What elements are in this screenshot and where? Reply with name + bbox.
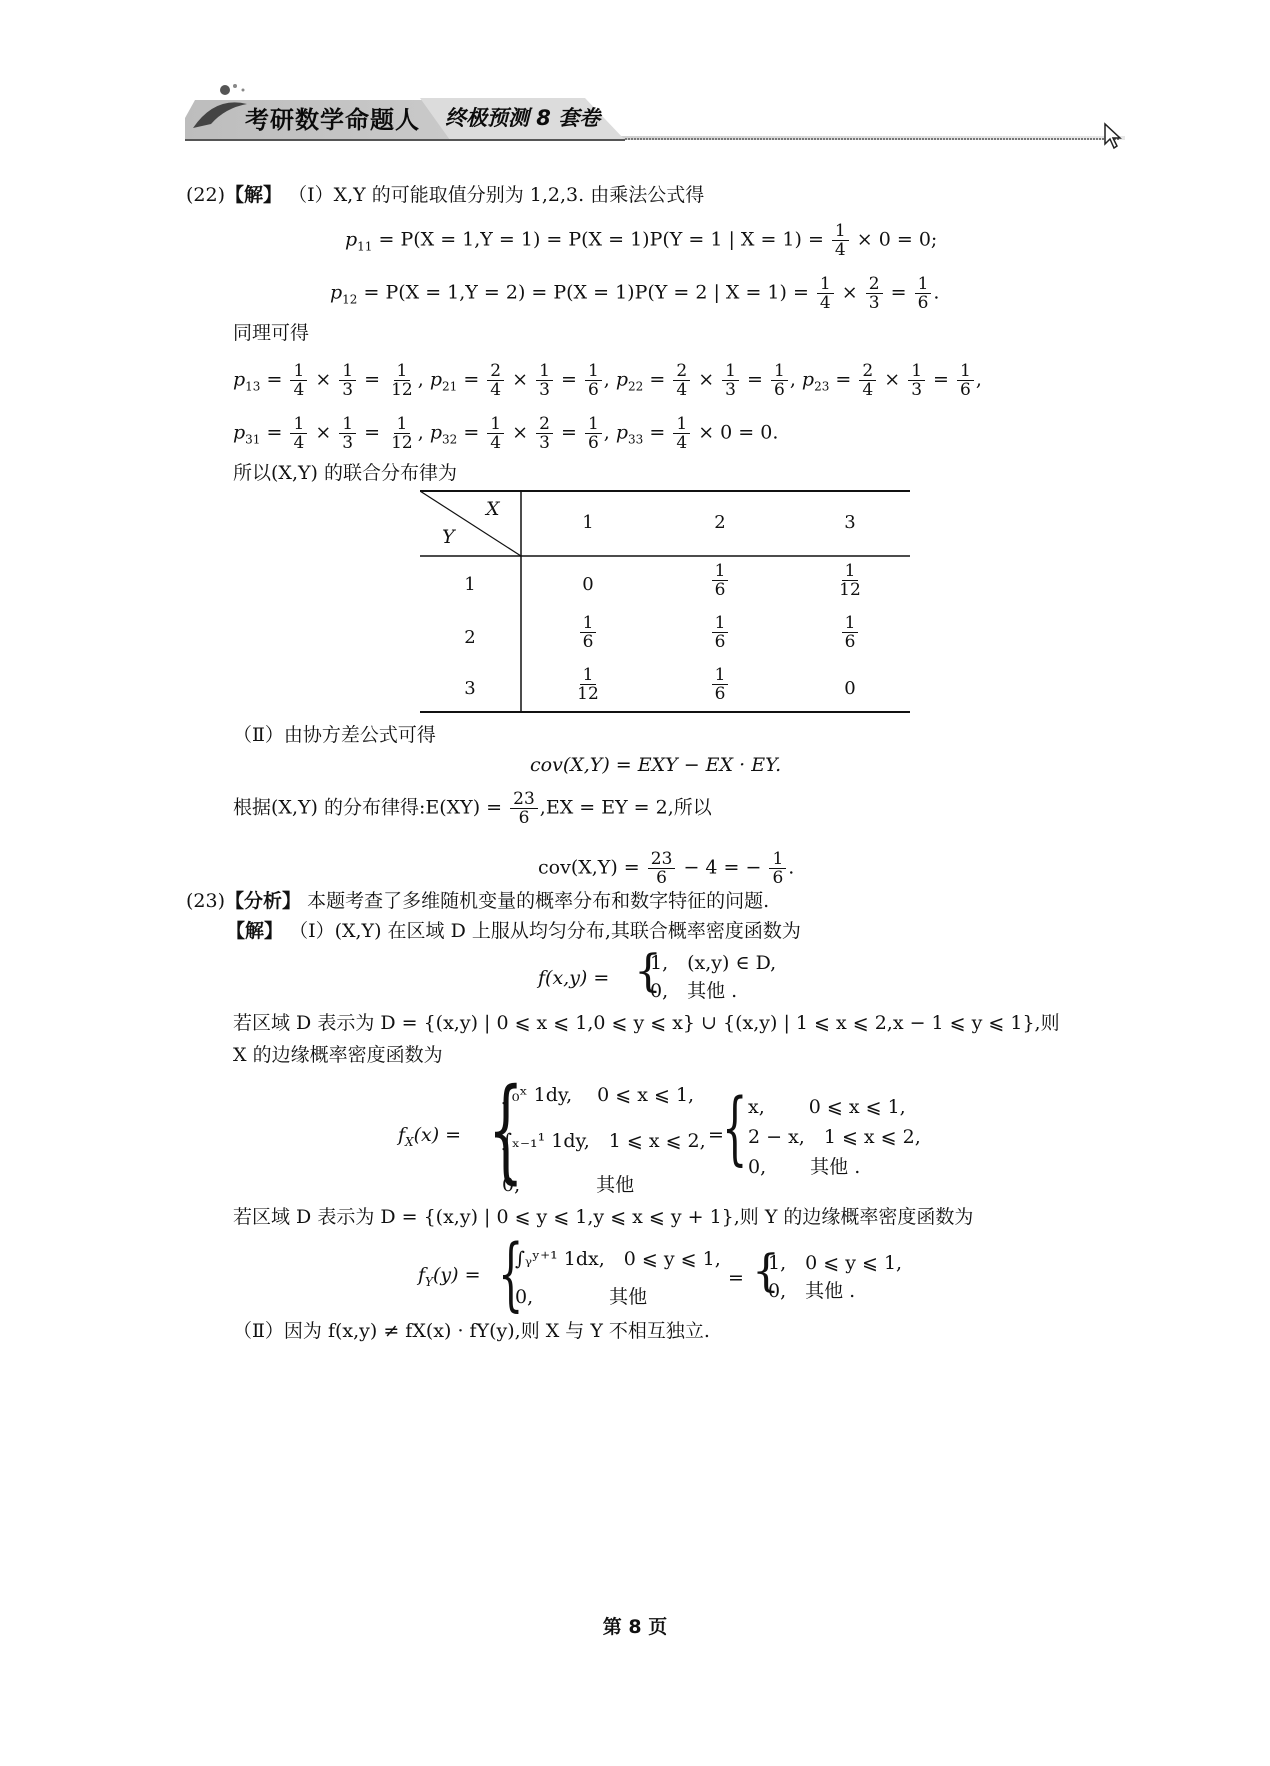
fy-r1: 1, 0 ⩽ y ⩽ 1, — [768, 1252, 903, 1274]
brand-title: 考研数学命题人 — [245, 106, 420, 134]
q23-part2: （Ⅱ）因为 f(x,y) ≠ fX(x) · fY(y),则 X 与 Y 不相互独立. — [233, 1320, 710, 1342]
q23-analysis-text: 本题考查了多维随机变量的概率分布和数字特征的问题. — [307, 890, 770, 912]
q23-part1-line — [226, 918, 801, 944]
brace-icon: { — [752, 1246, 780, 1297]
q23-analysis-tag: 【分析】 — [225, 890, 302, 912]
fy-case1: ∫ᵧʸ⁺¹ 1dx, 0 ⩽ y ⩽ 1, — [515, 1248, 721, 1270]
fx-case3: 0, 其他 — [502, 1174, 635, 1196]
fx-r1: x, 0 ⩽ x ⩽ 1, — [748, 1096, 906, 1118]
table-cell: $\frac{1}{6}$ — [790, 614, 910, 651]
q23-heading — [186, 888, 769, 914]
q23-solve-tag: 【解】 — [226, 920, 284, 942]
mouse-cursor-icon — [1103, 122, 1123, 150]
f-case1: 1, (x,y) ∈ D, — [650, 952, 777, 974]
fx-equals: = — [708, 1124, 724, 1146]
brace-icon: { — [498, 1227, 524, 1320]
eq-p11: $p_{11} = P(X = 1,Y = 1) = P(X = 1)P(Y = 1$ | X = 1) = $\frac{1}{4}$ × 0 = 0; — [345, 221, 938, 260]
table-x-label: X — [486, 498, 500, 520]
fx-symbol: f — [398, 1124, 406, 1146]
frac-1-4: $\frac{1}{4}$ — [832, 222, 849, 259]
eq-p11-tail: × 0 = 0; — [856, 228, 938, 251]
logo-head-icon — [220, 85, 230, 95]
f-lhs: f(x,y) = — [538, 967, 610, 989]
marginal-x-intro: X 的边缘概率密度函数为 — [233, 1044, 443, 1066]
cov-result-b: − 4 = − — [683, 856, 762, 879]
brace-icon: { — [634, 946, 662, 997]
region-x: 若区域 D 表示为 D = {(x,y) | 0 ⩽ x ⩽ 1,0 ⩽ y ⩽ x} ∪ {(x,y) | 1 ⩽ x ⩽ 2,x − 1 ⩽ y ⩽ 1},则 — [233, 1012, 1060, 1034]
f-case2: 0, 其他 . — [650, 980, 738, 1002]
eq-p11-body: = P(X = 1,Y = 1) = P(X = 1)P(Y = 1 | X = 1) = — [378, 228, 824, 251]
dist-text-a: 根据(X,Y) 的分布律得:E(XY) = — [233, 796, 503, 819]
dist-text-b: ,EX = EY = 2,所以 — [539, 796, 712, 819]
page-number: 第 8 页 — [602, 1616, 668, 1638]
series-subtitle: 终极预测 8 套卷 — [445, 106, 601, 130]
fy-case2: 0, 其他 — [515, 1286, 648, 1308]
q22-label: (22) — [186, 184, 226, 206]
fy-lhs: $f_Y(y)$ = — [418, 1264, 481, 1289]
joint-intro: 所以(X,Y) 的联合分布律为 — [233, 462, 457, 484]
table-row-header: 1 — [464, 574, 476, 595]
header-banner — [185, 78, 1125, 142]
table-col-header: 2 — [714, 512, 726, 533]
eq-p12: $p_{12} = P(X = 1,Y = 2) = P(X = 1)P(Y = 2$ | X = 1) = $\frac{1}{4}$ × $\frac{2}{3}$ = $\frac{1}{6}$ . — [330, 274, 940, 313]
fx-lhs: $f_X(x)$ = — [398, 1124, 462, 1149]
table-cell: 0 — [844, 678, 856, 699]
table-row-header: 3 — [464, 678, 476, 699]
table-cell: $\frac{1}{6}$ — [660, 614, 780, 651]
q22-solve-tag: 【解】 — [225, 184, 283, 206]
table-cell: $\frac{1}{6}$ — [660, 666, 780, 703]
dist-line: 根据(X,Y) 的分布律得:E(XY) = $\frac{23}{6}$ ,EX = EY = 2,所以 — [233, 789, 712, 828]
q22-heading — [186, 182, 704, 208]
table-cell: 0 — [582, 574, 594, 595]
q22-part2-intro: （Ⅱ）由协方差公式可得 — [233, 724, 436, 746]
q23-label: (23) — [186, 890, 226, 912]
eq-p12-body: = P(X = 1,Y = 2) = P(X = 1)P(Y = 2 | X = 1) = — [363, 281, 809, 304]
brace-icon: { — [722, 1081, 748, 1174]
table-col-header: 3 — [844, 512, 856, 533]
table-cell: $\frac{1}{12}$ — [577, 665, 599, 704]
fx-case1: ∫₀ˣ 1dy, 0 ⩽ x ⩽ 1, — [502, 1084, 695, 1106]
cov-result: cov(X,Y) = $\frac{23}{6}$ − 4 = − $\frac{1}{6}$ . — [538, 849, 795, 888]
brace-icon: { — [488, 1065, 524, 1195]
cov-result-a: cov(X,Y) = — [538, 856, 640, 879]
similar-text: 同理可得 — [233, 322, 310, 344]
q23-part1-intro: （Ⅰ）(X,Y) 在区域 D 上服从均匀分布,其联合概率密度函数为 — [289, 920, 801, 942]
cov-formula: cov(X,Y) = EXY − EX · EY. — [530, 754, 782, 776]
table-col-header: 1 — [582, 512, 594, 533]
table-cell: $\frac{1}{6}$ — [660, 562, 780, 599]
table-y-label: Y — [442, 526, 455, 548]
eq-p13-p23: $p_{13}$ = $\frac{1}{4}$ × $\frac{1}{3}$ = $\frac{1}{12}$ , $p_{21}$ = $\frac{2}{4}$ × $\frac{1}{3}$ = $\frac{1}{6}$ , $p_{22}$ = $\frac{2}{4}$ × $\frac{1}{3}$ = $\frac{1}{6}$ , $p_{23}$ = $\frac{2}{4}$ × $\frac{1}{3}$ = $\frac{1}{6}$ , — [233, 361, 982, 400]
joint-distribution-table — [420, 490, 910, 714]
q22-part1-intro: （Ⅰ）X,Y 的可能取值分别为 1,2,3. 由乘法公式得 — [288, 184, 705, 206]
fx-r2: 2 − x, 1 ⩽ x ⩽ 2, — [748, 1126, 921, 1148]
region-y: 若区域 D 表示为 D = {(x,y) | 0 ⩽ y ⩽ 1,y ⩽ x ⩽ y + 1},则 Y 的边缘概率密度函数为 — [233, 1206, 974, 1228]
fy-equals: = — [728, 1267, 744, 1289]
table-cell: $\frac{1}{12}$ — [839, 561, 861, 600]
table-cell: $\frac{1}{6}$ — [528, 614, 648, 651]
fx-r3: 0, 其他 . — [748, 1156, 861, 1178]
table-row-header: 2 — [464, 627, 476, 648]
eq-p31-p33: $p_{31}$ = $\frac{1}{4}$ × $\frac{1}{3}$ = $\frac{1}{12}$ , $p_{32}$ = $\frac{1}{4}$ × $\frac{2}{3}$ = $\frac{1}{6}$ , $p_{33}$ = $\frac{1}{4}$ × 0 = 0. — [233, 414, 779, 453]
fy-r2: 0, 其他 . — [768, 1280, 856, 1302]
fx-case2: ∫ₓ₋₁¹ 1dy, 1 ⩽ x ⩽ 2, — [502, 1130, 706, 1152]
